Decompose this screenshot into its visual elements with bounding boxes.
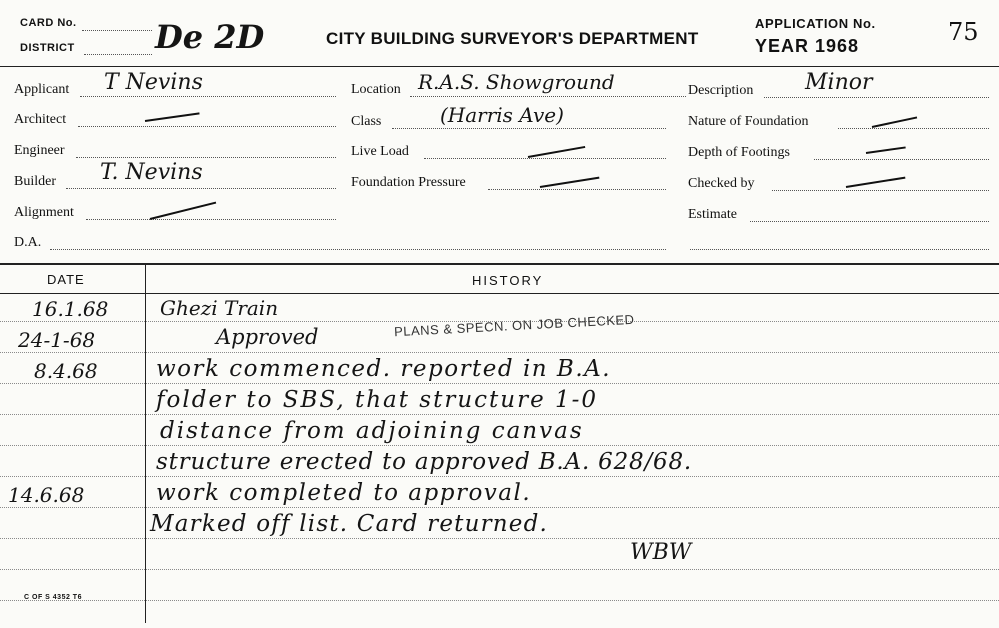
applicant-dots	[80, 96, 336, 97]
history-entry: Approved	[216, 325, 319, 349]
history-initials: WBW	[630, 540, 692, 565]
history-entry: work commenced. reported in B.A.	[156, 356, 612, 382]
history-entry: Marked off list. Card returned.	[150, 511, 549, 537]
class-label: Class	[351, 114, 382, 129]
depth-dash	[866, 146, 906, 154]
estimate-dots-2	[690, 249, 989, 250]
da-label: D.A.	[14, 235, 42, 250]
card-no-label: CARD No.	[20, 17, 77, 29]
history-entry: structure erected to approved B.A. 628/68.	[156, 449, 693, 475]
history-header: HISTORY	[472, 273, 544, 288]
builder-value: T. Nevins	[100, 160, 203, 185]
engineer-label: Engineer	[14, 143, 65, 158]
foundation-pressure-dash	[540, 177, 600, 188]
department-title: CITY BUILDING SURVEYOR'S DEPARTMENT	[326, 29, 699, 48]
applicant-label: Applicant	[14, 82, 70, 97]
card-no-value: De 2D	[155, 18, 265, 56]
card-no-dots	[82, 30, 152, 31]
location-value: R.A.S. Showground	[418, 70, 615, 94]
district-label: DISTRICT	[20, 42, 75, 54]
application-number: 75	[948, 18, 979, 46]
alignment-dots	[86, 219, 336, 220]
live-load-label: Live Load	[351, 144, 409, 159]
estimate-label: Estimate	[688, 207, 737, 222]
class-dots	[392, 128, 666, 129]
history-top-border	[0, 263, 999, 265]
description-dots	[764, 97, 989, 98]
year-label: YEAR 1968	[755, 36, 860, 56]
history-entry: folder to SBS, that structure 1-0	[156, 387, 599, 413]
history-header-divider	[0, 293, 999, 294]
history-entry: work completed to approval.	[156, 480, 532, 506]
history-rule	[0, 569, 999, 570]
description-value: Minor	[805, 70, 873, 95]
district-dots	[84, 54, 152, 55]
history-date: 8.4.68	[34, 359, 98, 383]
history-entry: distance from adjoining canvas	[160, 418, 584, 444]
history-date: 16.1.68	[32, 297, 109, 321]
checked-dash	[846, 177, 906, 188]
foundation-pressure-dots	[488, 189, 666, 190]
header-divider	[0, 66, 999, 67]
history-rule	[0, 445, 999, 446]
depth-of-footings-label: Depth of Footings	[688, 145, 790, 160]
architect-dash	[145, 112, 200, 122]
application-label: APPLICATION No.	[755, 16, 876, 31]
location-label: Location	[351, 82, 401, 97]
description-label: Description	[688, 83, 754, 98]
foundation-pressure-label: Foundation Pressure	[351, 175, 466, 190]
history-rule	[0, 352, 999, 353]
history-rule	[0, 383, 999, 384]
location-dots	[410, 96, 686, 97]
live-load-dash	[528, 146, 585, 158]
live-load-dots	[424, 158, 666, 159]
alignment-label: Alignment	[14, 205, 74, 220]
history-rule	[0, 507, 999, 508]
form-code: C OF S 4352 T6	[24, 594, 82, 601]
history-rule	[0, 414, 999, 415]
history-rule	[0, 600, 999, 601]
alignment-dash	[150, 202, 216, 220]
builder-label: Builder	[14, 174, 56, 189]
history-rule	[0, 538, 999, 539]
history-date: 24-1-68	[18, 328, 96, 352]
depth-dots	[814, 159, 989, 160]
applicant-value: T Nevins	[104, 70, 203, 95]
estimate-dots	[750, 221, 989, 222]
nature-dash	[872, 116, 917, 128]
builder-dots	[66, 188, 336, 189]
nature-dots	[838, 128, 989, 129]
nature-of-foundation-label: Nature of Foundation	[688, 114, 809, 129]
history-rule	[0, 476, 999, 477]
class-value: (Harris Ave)	[440, 103, 564, 127]
architect-label: Architect	[14, 112, 67, 127]
date-header: DATE	[47, 272, 85, 287]
checked-dots	[772, 190, 989, 191]
da-dots	[50, 249, 666, 250]
engineer-dots	[76, 157, 336, 158]
architect-dots	[78, 126, 336, 127]
history-date: 14.6.68	[8, 483, 85, 507]
history-entry: Ghezi Train	[160, 296, 279, 320]
checked-by-label: Checked by	[688, 176, 755, 191]
checked-stamp: PLANS & SPECN. ON JOB CHECKED	[393, 311, 635, 340]
